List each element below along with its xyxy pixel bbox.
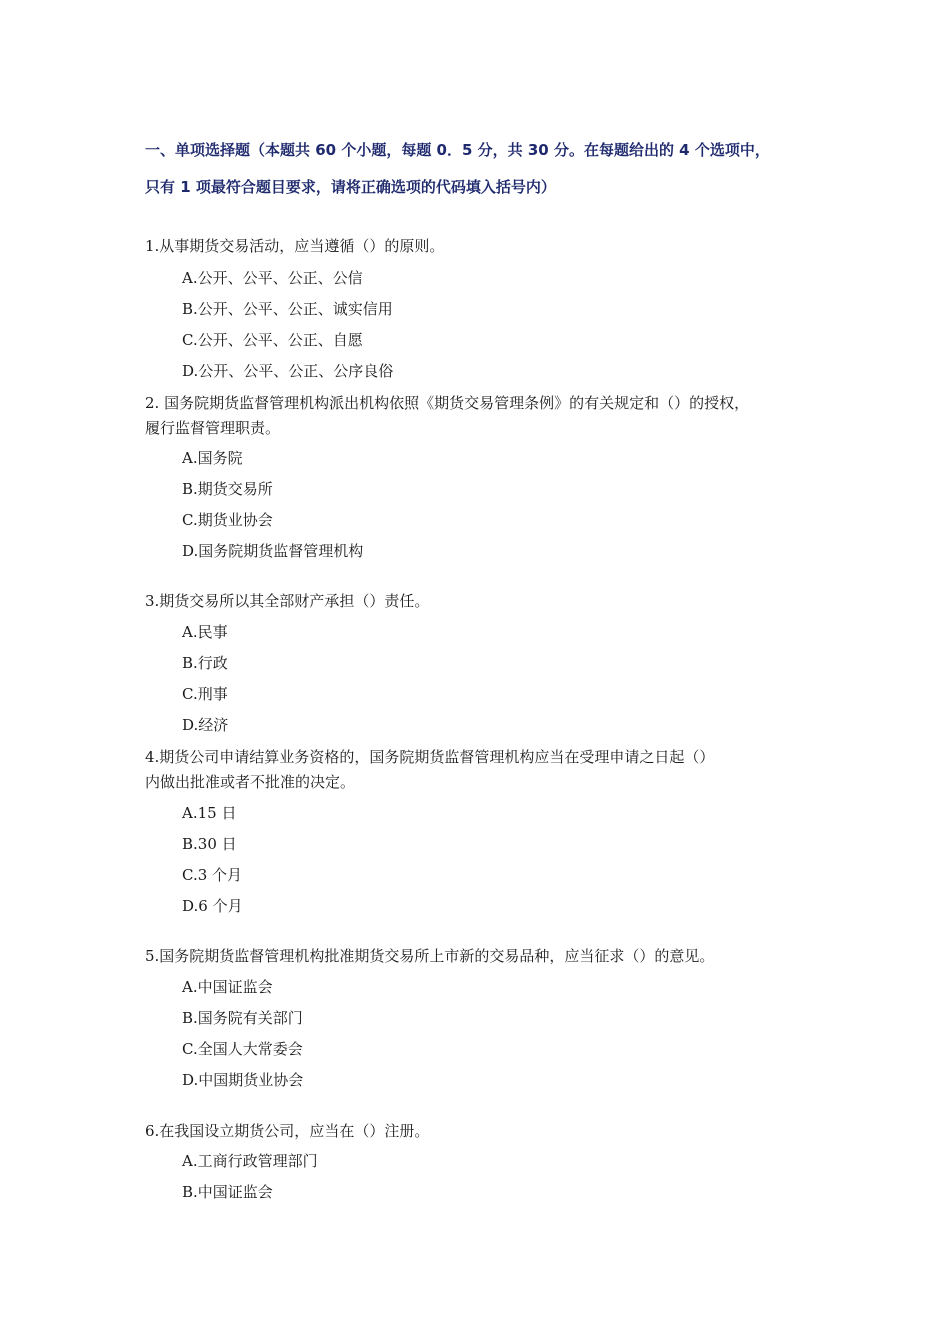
question-2-line-2: 履行监督管理职责。 [145, 419, 281, 437]
question-5-option-c: C.全国人大常委会 [182, 1040, 303, 1058]
question-1-option-a: A.公开、公平、公正、公信 [182, 269, 363, 287]
question-2-option-c: C.期货业协会 [182, 511, 273, 529]
question-4-option-d: D.6 个月 [182, 897, 243, 915]
question-2-option-a: A.国务院 [182, 449, 243, 467]
question-1-option-b: B.公开、公平、公正、诚实信用 [182, 300, 393, 318]
question-4-line-1: 4.期货公司申请结算业务资格的，国务院期货监督管理机构应当在受理申请之日起（） [145, 748, 715, 766]
question-4-option-b: B.30 日 [182, 835, 237, 853]
question-3-option-a: A.民事 [182, 623, 228, 641]
question-6-option-a: A.工商行政管理部门 [182, 1152, 318, 1170]
question-2-option-b: B.期货交易所 [182, 480, 273, 498]
question-1-option-c: C.公开、公平、公正、自愿 [182, 331, 363, 349]
question-4-option-a: A.15 日 [182, 804, 237, 822]
question-2-option-d: D.国务院期货监督管理机构 [182, 542, 364, 560]
question-1-option-d: D.公开、公平、公正、公序良俗 [182, 362, 394, 380]
question-4-line-2: 内做出批准或者不批准的决定。 [145, 773, 356, 791]
question-3-option-d: D.经济 [182, 716, 229, 734]
question-3-option-b: B.行政 [182, 654, 228, 672]
question-5: 5.国务院期货监督管理机构批准期货交易所上市新的交易品种，应当征求（）的意见。 [145, 947, 715, 965]
question-3-option-c: C.刑事 [182, 685, 228, 703]
section-heading-line-1: 一、单项选择题（本题共 60 个小题，每题 0．5 分，共 30 分。在每题给出的 4 个选项中， [145, 141, 770, 159]
section-heading-line-2: 只有 1 项最符合题目要求，请将正确选项的代码填入括号内） [145, 178, 556, 196]
question-6: 6.在我国设立期货公司，应当在（）注册。 [145, 1122, 430, 1140]
question-6-option-b: B.中国证监会 [182, 1183, 273, 1201]
question-4-option-c: C.3 个月 [182, 866, 243, 884]
question-5-option-d: D.中国期货业协会 [182, 1071, 304, 1089]
question-5-option-a: A.中国证监会 [182, 978, 273, 996]
question-1: 1.从事期货交易活动，应当遵循（）的原则。 [145, 237, 445, 255]
question-3: 3.期货交易所以其全部财产承担（）责任。 [145, 592, 430, 610]
question-2-line-1: 2. 国务院期货监督管理机构派出机构依照《期货交易管理条例》的有关规定和（）的授权， [145, 394, 750, 412]
question-5-option-b: B.国务院有关部门 [182, 1009, 303, 1027]
